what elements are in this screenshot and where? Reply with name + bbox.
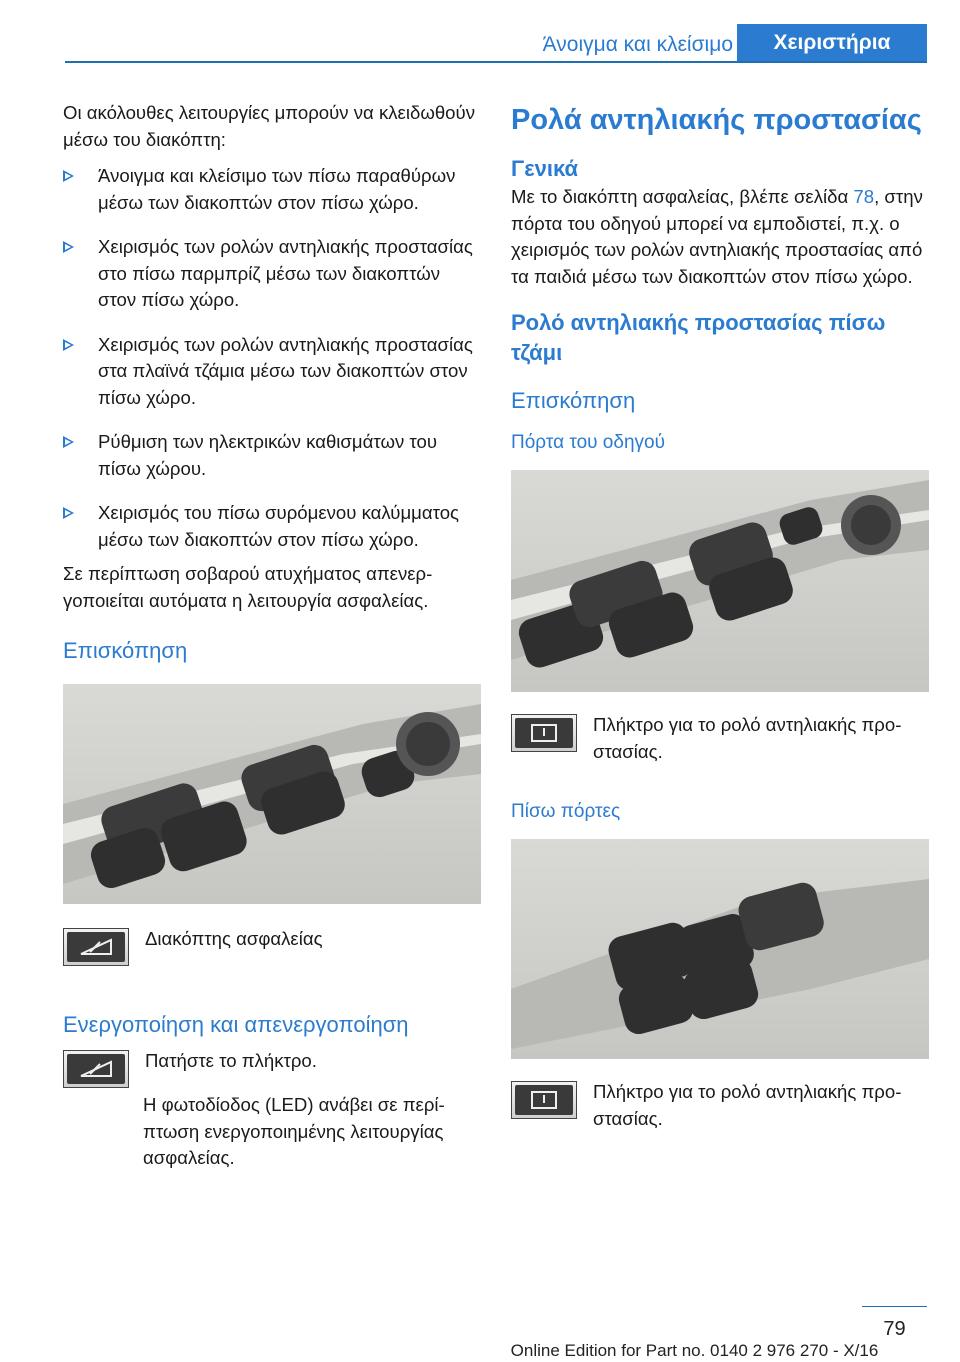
driver-door-heading: Πόρτα του οδηγού xyxy=(511,432,665,453)
overview-heading: Επισκόπηση xyxy=(63,638,188,663)
press-button-row xyxy=(63,1048,481,1088)
footer-edition: Online Edition for Part no. 0140 2 976 270 - X/16 xyxy=(510,1341,879,1360)
function-list xyxy=(63,163,481,553)
general-heading: Γενικά xyxy=(511,156,579,181)
general-paragraph: Με το διακόπτη ασφαλείας, βλέπε σελίδα 78, στην πόρτα του οδηγού μπορεί να εμποδιστεί, π.χ. ο χειρισμός των ρολών αντηλιακής προστασίας από τα παιδιά μέσω των διακοπτών στον πίσω χώρο. xyxy=(511,186,923,287)
rear-doors-heading: Πίσω πόρτες xyxy=(511,801,621,822)
sun-blind-key-icon xyxy=(511,714,577,752)
safety-switch-row xyxy=(63,926,481,966)
rear-blind-key-caption: Πλήκτρο για το ρολό αντηλιακής προστασίας. xyxy=(593,1081,902,1129)
header-section-title: Άνοιγμα και κλείσιμο xyxy=(542,33,733,56)
led-paragraph: Η φωτοδίοδος (LED) ανάβει σε περίπτωση ενεργοποιημένης λειτουργίας ασφαλείας. xyxy=(143,1094,445,1168)
press-button-text: Πατήστε το πλήκτρο. xyxy=(145,1050,317,1071)
rear-door-photo xyxy=(511,839,929,1059)
activation-heading: Ενεργοποίηση και απενεργοποίηση xyxy=(63,1012,409,1037)
bullet-triangle-icon xyxy=(63,170,74,182)
driver-blind-key-row xyxy=(511,712,929,765)
right-column xyxy=(511,100,929,1132)
left-column xyxy=(63,100,481,1172)
bullet-triangle-icon xyxy=(63,507,74,519)
intro-paragraph: Οι ακόλουθες λειτουργίες μπορούν να κλειδωθούν μέσω του διακόπτη: xyxy=(63,102,475,150)
safety-switch-icon xyxy=(63,1050,129,1088)
rear-window-blind-heading: Ρολό αντηλιακής προστασίας πίσω τζάμι xyxy=(511,310,886,365)
list-item: Άνοιγμα και κλείσιμο των πίσω παραθύρων μέσω των διακοπτών στον πίσω χώρο. xyxy=(63,163,481,216)
bullet-triangle-icon xyxy=(63,339,74,351)
safety-switch-icon xyxy=(63,928,129,966)
list-item: Χειρισμός των ρολών αντηλιακής προστασίας στο πίσω παρμπρίζ μέσω των διακοπτών στον πίσω χώρο. xyxy=(63,234,481,314)
accident-paragraph: Σε περίπτωση σοβαρού ατυχήματος απενεργοποιείται αυτόματα η λειτουργία ασφαλείας. xyxy=(63,563,433,611)
safety-switch-caption: Διακόπτης ασφαλείας xyxy=(145,928,323,949)
sun-blind-key-icon xyxy=(511,1081,577,1119)
list-item: Χειρισμός του πίσω συρόμενου καλύμματος μέσω των διακοπτών στον πίσω χώρο. xyxy=(63,500,481,553)
list-item: Χειρισμός των ρολών αντηλιακής προστασίας στα πλαϊνά τζάμια μέσω των διακοπτών στον πίσω χώρο. xyxy=(63,332,481,412)
bullet-triangle-icon xyxy=(63,241,74,253)
sun-blind-title: Ρολά αντηλιακής προστασίας xyxy=(511,104,922,136)
driver-door-photo xyxy=(511,470,929,692)
overview-heading: Επισκόπηση xyxy=(511,388,636,413)
header-chapter-tab[interactable]: Χειριστήρια xyxy=(737,24,927,61)
header-rule xyxy=(65,61,927,63)
bullet-triangle-icon xyxy=(63,436,74,448)
driver-blind-key-caption: Πλήκτρο για το ρολό αντηλιακής προστασίας. xyxy=(593,714,902,762)
door-switch-photo xyxy=(63,684,481,904)
page-reference-link[interactable]: 78 xyxy=(853,186,875,207)
page-number: 79 xyxy=(883,1318,906,1340)
footer-rule xyxy=(862,1306,927,1307)
rear-blind-key-row xyxy=(511,1079,929,1132)
list-item: Ρύθμιση των ηλεκτρικών καθισμάτων του πίσω χώρου. xyxy=(63,429,481,482)
